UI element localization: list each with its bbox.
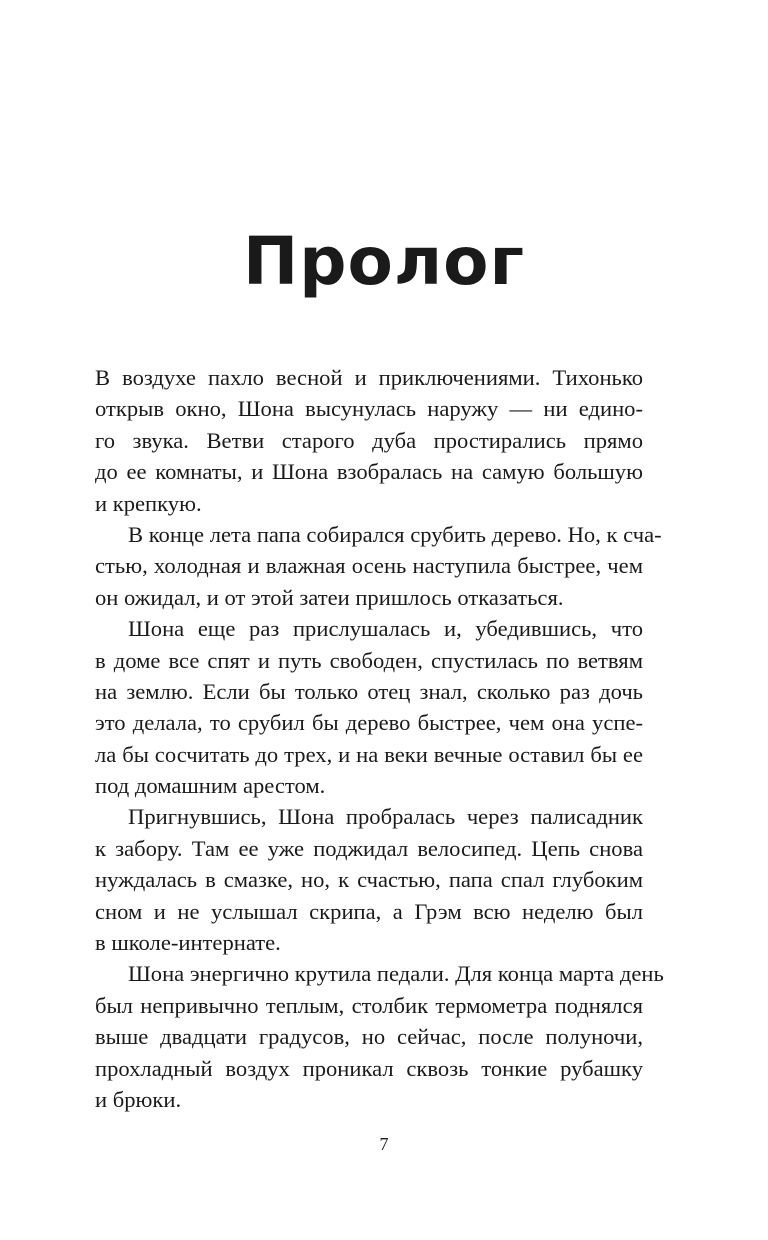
text-line: Шона энергично крутила педали. Для конца марта день — [128, 961, 664, 987]
text-line: В воздухе пахло весной и приключениями. Тихонько — [95, 365, 643, 390]
text-line: он ожидал, и от этой затеи пришлось отказаться. — [95, 584, 564, 610]
text-line: был непривычно теплым, столбик термометра поднялся — [95, 992, 643, 1018]
text-line: открыв окно, Шона высунулась наружу — ни едино- — [95, 396, 643, 422]
text-line: Шона еще раз прислушалась и, убедившись, что — [128, 616, 643, 642]
page-number: 7 — [379, 1134, 389, 1154]
text-line: ла бы сосчитать до трех, и на веки вечные оставил бы ее — [95, 741, 643, 767]
text-line: под домашним арестом. — [95, 773, 326, 799]
text-line: в школе-интернате. — [95, 930, 281, 956]
text-line: и брюки. — [95, 1086, 182, 1112]
text-line: на землю. Если бы только отец знал, сколько раз дочь — [95, 678, 643, 704]
text-line: сном и не услышал скрипа, а Грэм всю неделю был — [95, 898, 643, 924]
text-line: к забору. Там ее уже поджидал велосипед. Цепь снова — [95, 835, 643, 861]
text-line: стью, холодная и влажная осень наступила быстрее, чем — [95, 553, 643, 579]
text-line: и крепкую. — [95, 490, 202, 516]
text-line: прохладный воздух проникал сквозь тонкие рубашку — [95, 1055, 643, 1081]
chapter-title: Пролог — [243, 223, 525, 300]
text-line: в доме все спят и путь свободен, спустилась по ветвям — [95, 647, 643, 673]
text-line: до ее комнаты, и Шона взобралась на самую большую — [95, 459, 643, 485]
text-line: го звука. Ветви старого дуба простирались прямо — [95, 427, 643, 453]
text-line: это делала, то срубил бы дерево быстрее, чем она успе- — [95, 710, 643, 736]
text-line: В конце лета папа собирался срубить дерево. Но, к сча- — [128, 521, 662, 547]
prologue-text — [95, 362, 664, 1115]
text-line: Пригнувшись, Шона пробралась через палисадник — [128, 804, 643, 830]
text-line: выше двадцати градусов, но сейчас, после полуночи, — [95, 1024, 643, 1050]
text-line: нуждалась в смазке, но, к счастью, папа спал глубоким — [95, 867, 643, 893]
